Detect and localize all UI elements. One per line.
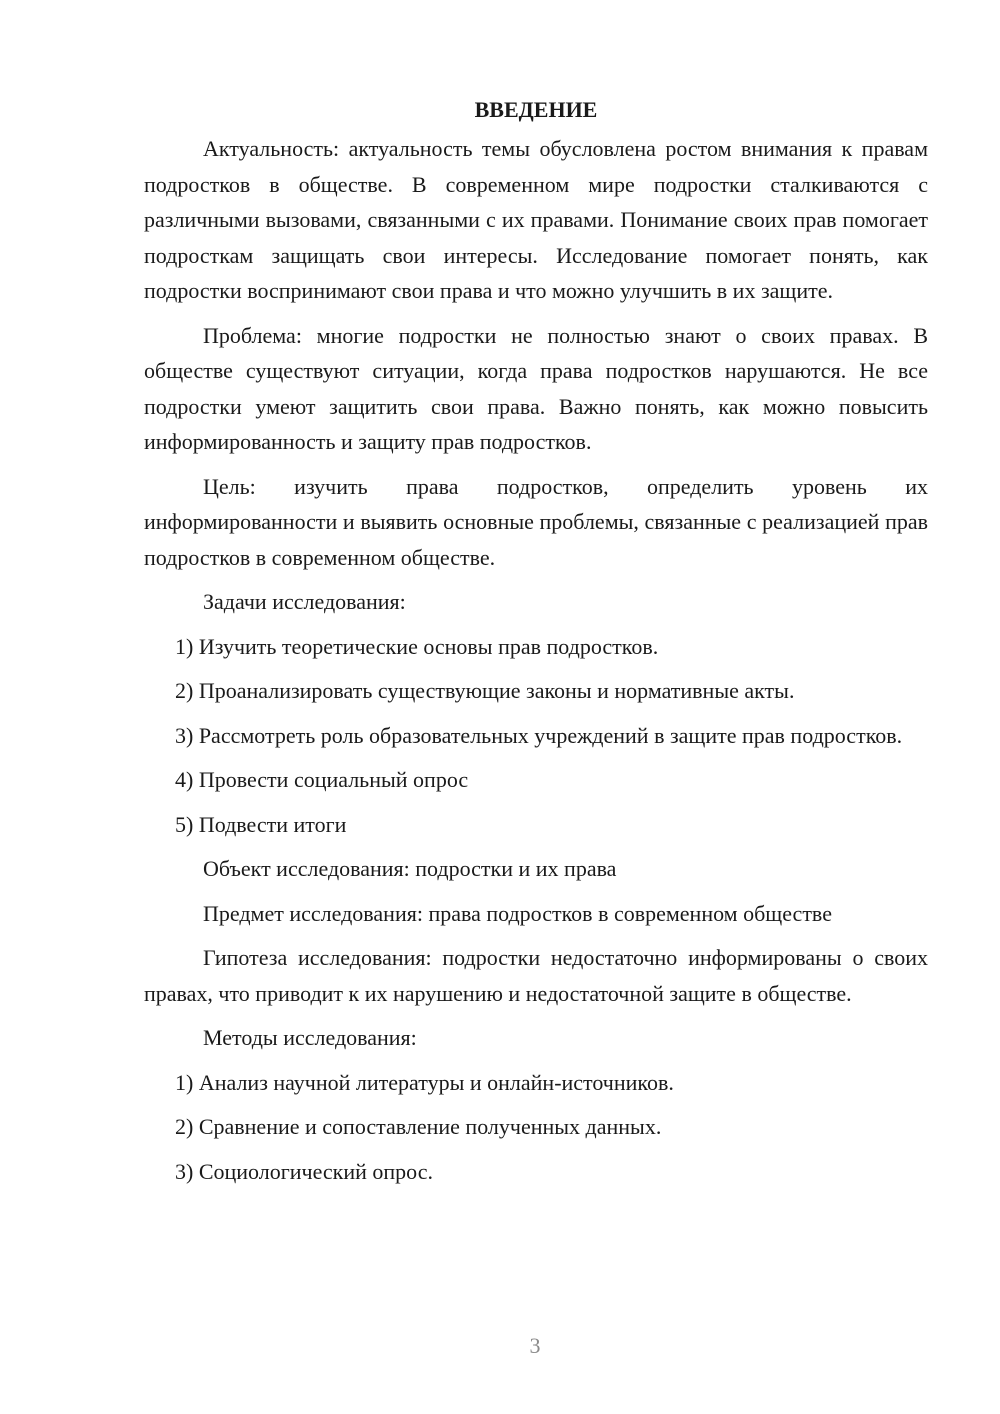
task-item-5: 5) Подвести итоги bbox=[175, 811, 347, 837]
method-item-2: 2) Сравнение и сопоставление полученных данных. bbox=[175, 1114, 662, 1139]
paragraph-subject: Предмет исследования: права подростков в современном обществе bbox=[203, 900, 832, 926]
paragraph-problem: Проблема: многие подростки не полностью знают о своих правах. В обществе существуют ситуации, когда права подростков нарушаются. Не все подростки умеют защитить свои права. Важно понять, как можно повысить информированность и защиту прав подростков. bbox=[144, 322, 928, 454]
method-item-1: 1) Анализ научной литературы и онлайн-источников. bbox=[175, 1069, 674, 1095]
task-item-1: 1) Изучить теоретические основы прав подростков. bbox=[175, 633, 659, 659]
paragraph-hypothesis: Гипотеза исследования: подростки недостаточно информированы о своих правах, что приводит к их нарушению и недостаточной защите в обществе. bbox=[144, 945, 928, 1006]
paragraph-goal: Цель: изучить права подростков, определить уровень их информированности и выявить основные проблемы, связанные с реализацией прав подростков в современном обществе. bbox=[144, 473, 928, 570]
task-item-3: 3) Рассмотреть роль образовательных учреждений в защите прав подростков. bbox=[175, 722, 903, 748]
methods-heading: Методы исследования: bbox=[203, 1025, 417, 1050]
task-item-2: 2) Проанализировать существующие законы и нормативные акты. bbox=[175, 678, 795, 703]
tasks-heading: Задачи исследования: bbox=[203, 589, 406, 614]
paragraph-relevance: Актуальность: актуальность темы обусловлена ростом внимания к правам подростков в обществе. В современном мире подростки сталкиваются с различными вызовами, связанными с их правами. Понимание своих прав помогает подросткам защищать свои интересы. Исследование помогает понять, как подростки воспринимают свои права и что можно улучшить в их защите. bbox=[144, 136, 928, 303]
page-number: 3 bbox=[529, 1333, 541, 1358]
paragraph-object: Объект исследования: подростки и их права bbox=[203, 856, 617, 881]
method-item-3: 3) Социологический опрос. bbox=[175, 1158, 433, 1184]
task-item-4: 4) Провести социальный опрос bbox=[175, 767, 469, 792]
document-page bbox=[144, 92, 928, 1198]
section-title: ВВЕДЕНИЕ bbox=[474, 97, 598, 122]
